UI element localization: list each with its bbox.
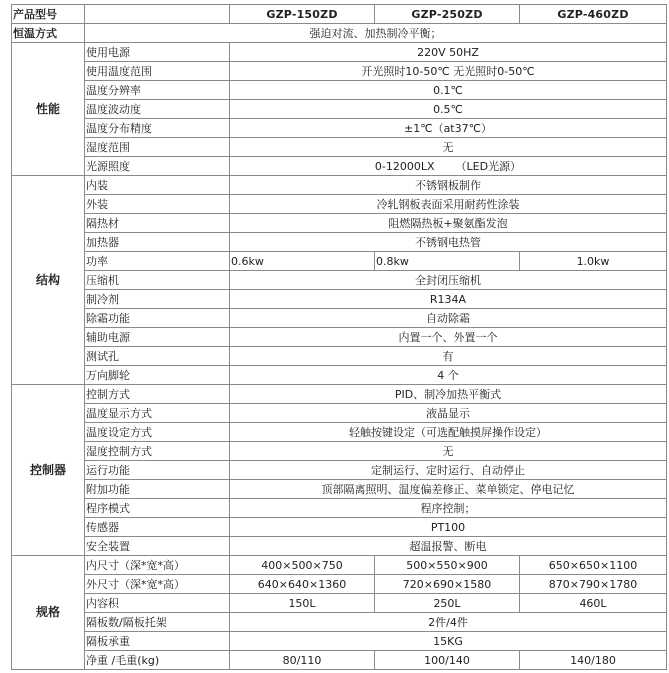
row-value: 超温报警、断电 [230, 537, 667, 556]
table-row [12, 347, 667, 366]
power-row [12, 252, 667, 271]
table-row [12, 43, 667, 62]
volume-3: 460L [520, 594, 667, 613]
model-1: GZP-150ZD [230, 5, 375, 24]
row-value: 全封闭压缩机 [230, 271, 667, 290]
table-row [12, 385, 667, 404]
table-row [12, 518, 667, 537]
row-label: 除霜功能 [85, 309, 230, 328]
table-row [12, 157, 667, 176]
row-label: 温度分辨率 [85, 81, 230, 100]
row-value: 220V 50HZ [230, 43, 667, 62]
row-label: 运行功能 [85, 461, 230, 480]
method-value: 强迫对流、加热制冷平衡； [85, 24, 667, 43]
row-value: 15KG [230, 632, 667, 651]
row-value: 4 个 [230, 366, 667, 385]
group-structure: 结构 [12, 176, 85, 385]
row-value: 定制运行、定时运行、自动停止 [230, 461, 667, 480]
row-value: 无 [230, 442, 667, 461]
row-label: 隔热材 [85, 214, 230, 233]
model-3: GZP-460ZD [520, 5, 667, 24]
table-row [12, 423, 667, 442]
row-label: 湿度控制方式 [85, 442, 230, 461]
row-value: 顶部隔离照明、温度偏差修正、菜单锁定、停电记忆 [230, 480, 667, 499]
table-row [12, 556, 667, 575]
header-row [12, 5, 667, 24]
row-value: 0.1℃ [230, 81, 667, 100]
row-label: 外尺寸（深*宽*高） [85, 575, 230, 594]
power-value-3: 1.0kw [520, 252, 667, 271]
header-label: 产品型号 [12, 5, 85, 24]
table-row [12, 309, 667, 328]
row-value: 不锈钢电热管 [230, 233, 667, 252]
table-row [12, 651, 667, 670]
row-label: 程序模式 [85, 499, 230, 518]
row-label: 压缩机 [85, 271, 230, 290]
row-label: 隔板承重 [85, 632, 230, 651]
row-label: 温度分布精度 [85, 119, 230, 138]
row-label: 使用温度范围 [85, 62, 230, 81]
row-value: 不锈钢板制作 [230, 176, 667, 195]
table-row [12, 594, 667, 613]
table-row [12, 62, 667, 81]
volume-1: 150L [230, 594, 375, 613]
table-row [12, 328, 667, 347]
table-row [12, 271, 667, 290]
table-row [12, 176, 667, 195]
row-value: ±1℃（at37℃） [230, 119, 667, 138]
row-label: 控制方式 [85, 385, 230, 404]
row-label: 外装 [85, 195, 230, 214]
power-value-1: 0.6kw [230, 252, 375, 271]
row-label: 功率 [85, 252, 230, 271]
row-value: 阻燃隔热板+聚氨酯发泡 [230, 214, 667, 233]
row-value: 液晶显示 [230, 404, 667, 423]
row-label: 传感器 [85, 518, 230, 537]
header-blank [85, 5, 230, 24]
row-label: 附加功能 [85, 480, 230, 499]
table-row [12, 195, 667, 214]
row-label: 内装 [85, 176, 230, 195]
row-label: 温度设定方式 [85, 423, 230, 442]
row-value: 内置一个、外置一个 [230, 328, 667, 347]
row-value: 无 [230, 138, 667, 157]
row-label: 安全装置 [85, 537, 230, 556]
row-value: PID、制冷加热平衡式 [230, 385, 667, 404]
model-2: GZP-250ZD [375, 5, 520, 24]
row-value: 自动除霜 [230, 309, 667, 328]
row-label: 加热器 [85, 233, 230, 252]
row-label: 温度波动度 [85, 100, 230, 119]
row-value: 0.5℃ [230, 100, 667, 119]
group-performance: 性能 [12, 43, 85, 176]
outer-size-3: 870×790×1780 [520, 575, 667, 594]
weight-3: 140/180 [520, 651, 667, 670]
table-row [12, 233, 667, 252]
row-label: 温度显示方式 [85, 404, 230, 423]
volume-2: 250L [375, 594, 520, 613]
inner-size-3: 650×650×1100 [520, 556, 667, 575]
weight-1: 80/110 [230, 651, 375, 670]
outer-size-1: 640×640×1360 [230, 575, 375, 594]
table-row [12, 575, 667, 594]
row-label: 辅助电源 [85, 328, 230, 347]
row-value: 开光照时10-50℃ 无光照时0-50℃ [230, 62, 667, 81]
row-value: PT100 [230, 518, 667, 537]
table-row [12, 480, 667, 499]
row-value: 2件/4件 [230, 613, 667, 632]
row-value: R134A [230, 290, 667, 309]
group-controller: 控制器 [12, 385, 85, 556]
table-row [12, 499, 667, 518]
row-value: 轻触按键设定（可选配触摸屏操作设定） [230, 423, 667, 442]
row-label: 内容积 [85, 594, 230, 613]
table-row [12, 461, 667, 480]
row-label: 使用电源 [85, 43, 230, 62]
row-label: 隔板数/隔板托架 [85, 613, 230, 632]
row-label: 湿度范围 [85, 138, 230, 157]
table-row [12, 537, 667, 556]
table-row [12, 366, 667, 385]
row-label: 制冷剂 [85, 290, 230, 309]
table-row [12, 119, 667, 138]
row-label: 内尺寸（深*宽*高） [85, 556, 230, 575]
table-row [12, 214, 667, 233]
group-specs: 规格 [12, 556, 85, 670]
table-row [12, 613, 667, 632]
row-label: 测试孔 [85, 347, 230, 366]
row-label: 净重 /毛重(kg) [85, 651, 230, 670]
weight-2: 100/140 [375, 651, 520, 670]
table-row [12, 404, 667, 423]
table-row [12, 100, 667, 119]
row-value: 冷轧钢板表面采用耐药性涂装 [230, 195, 667, 214]
method-row [12, 24, 667, 43]
table-row [12, 442, 667, 461]
table-row [12, 138, 667, 157]
inner-size-2: 500×550×900 [375, 556, 520, 575]
row-value: 0-12000LX （LED光源） [230, 157, 667, 176]
row-label: 光源照度 [85, 157, 230, 176]
table-row [12, 632, 667, 651]
inner-size-1: 400×500×750 [230, 556, 375, 575]
method-label: 恒温方式 [12, 24, 85, 43]
row-label: 万向脚轮 [85, 366, 230, 385]
row-value: 有 [230, 347, 667, 366]
row-value: 程序控制； [230, 499, 667, 518]
table-row [12, 290, 667, 309]
table-row [12, 81, 667, 100]
outer-size-2: 720×690×1580 [375, 575, 520, 594]
power-value-2: 0.8kw [375, 252, 520, 271]
spec-table [11, 4, 667, 670]
